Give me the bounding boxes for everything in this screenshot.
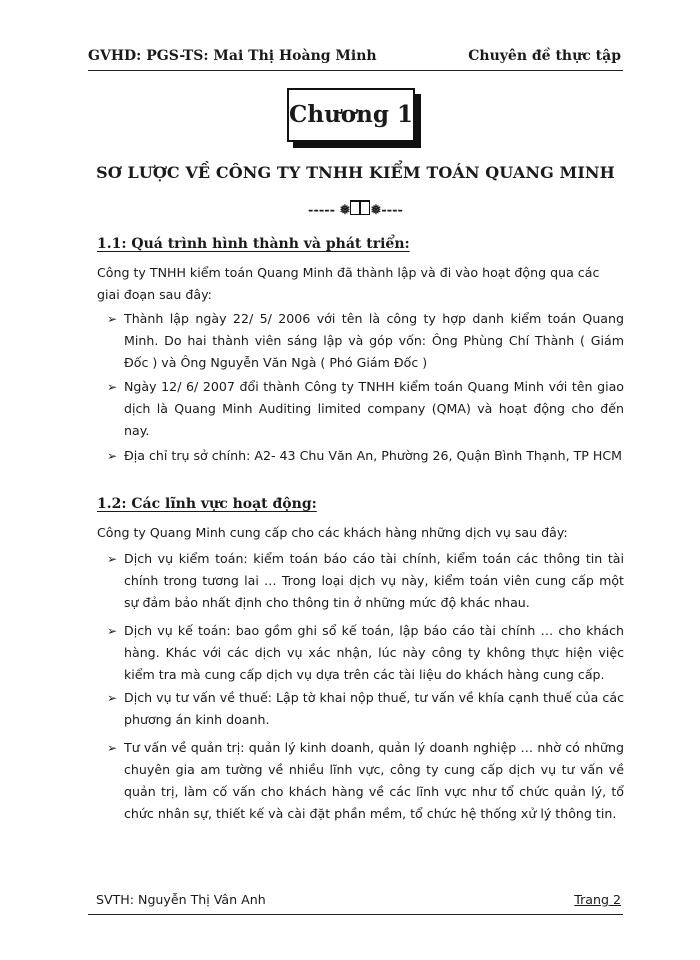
list-item-text: Thành lập ngày 22/ 5/ 2006 với tên là công ty hợp danh kiểm toán Quang Minh. Do hai thành viên sáng lập và góp vốn: Ông Phùng Chí Thành ( Giám Đốc ) và Ông Nguyễn Văn Ngà ( Phó Giám Đốc ) — [124, 311, 624, 370]
list-item-text: Ngày 12/ 6/ 2007 đổi thành Công ty TNHH kiểm toán Quang Minh với tên giao dịch là Quang Minh Auditing limited company (QMA) và hoạt động cho đến nay. — [124, 379, 624, 438]
header-advisor: GVHD: PGS-TS: Mai Thị Hoàng Minh — [88, 48, 377, 64]
section-intro: Công ty Quang Minh cung cấp cho các khách hàng những dịch vụ sau đây: — [97, 525, 568, 540]
list-item-text: Tư vấn về quản trị: quản lý kinh doanh, quản lý doanh nghiệp … nhờ có những chuyên gia am tường về nhiều lĩnh vực, công ty cung cấp dịch vụ tư vấn về quản trị, làm cố vấn cho khách hàng về các lĩnh vực như tổ chức quản lý, tổ chức nhân sự, thiết kế và cài đặt phần mềm, tổ chức hệ thống xử lý thông tin. — [124, 740, 624, 821]
arrow-bullet-icon: ➢ — [107, 449, 118, 463]
footer-student: SVTH: Nguyễn Thị Vân Anh — [96, 892, 266, 907]
header-doc-type: Chuyên đề thực tập — [468, 48, 621, 64]
arrow-bullet-icon: ➢ — [107, 741, 118, 755]
page-number: Trang 2 — [574, 892, 621, 907]
page-header — [88, 44, 623, 71]
arrow-bullet-icon: ➢ — [107, 312, 118, 326]
chapter-heading: Chương 1 — [287, 88, 415, 142]
section-intro: Công ty TNHH kiểm toán Quang Minh đã thành lập và đi vào hoạt động qua các giai đoạn sau đây: — [97, 265, 600, 302]
list-item-text: Dịch vụ tư vấn về thuế: Lập tờ khai nộp thuế, tư vấn về khía cạnh thuế của các phương án kinh doanh. — [124, 690, 624, 727]
list-item-text: Dịch vụ kế toán: bao gồm ghi sổ kế toán, lập báo cáo tài chính … cho khách hàng. Khác với các dịch vụ xác nhận, lúc này công ty không thực hiện việc kiểm tra mà cung cấp dịch vụ dựa trên các tài liệu do khách hàng cung cấp. — [124, 623, 624, 682]
arrow-bullet-icon: ➢ — [107, 380, 118, 394]
section-heading: 1.1: Quá trình hình thành và phát triển: — [97, 236, 410, 252]
ornament-divider — [88, 200, 623, 218]
list-item-text: Dịch vụ kiểm toán: kiểm toán báo cáo tài chính, kiểm toán các thông tin tài chính trong tương lai … Trong loại dịch vụ này, kiểm toán viên cung cấp một sự đảm bảo nhất định cho thông tin ở những mức độ khác nhau. — [124, 551, 624, 610]
arrow-bullet-icon: ➢ — [107, 624, 118, 638]
ornament-right: ❅---- — [370, 203, 403, 218]
book-icon — [350, 200, 370, 215]
ornament-left: ----- ❅ — [308, 203, 351, 218]
arrow-bullet-icon: ➢ — [107, 552, 118, 566]
page-footer — [88, 892, 623, 915]
chapter-title: SƠ LƯỢC VỀ CÔNG TY TNHH KIỂM TOÁN QUANG MINH — [96, 163, 615, 182]
list-item-text: Địa chỉ trụ sở chính: A2- 43 Chu Văn An, Phường 26, Quận Bình Thạnh, TP HCM — [124, 448, 623, 463]
section-heading: 1.2: Các lĩnh vực hoạt động: — [97, 496, 317, 512]
arrow-bullet-icon: ➢ — [107, 691, 118, 705]
